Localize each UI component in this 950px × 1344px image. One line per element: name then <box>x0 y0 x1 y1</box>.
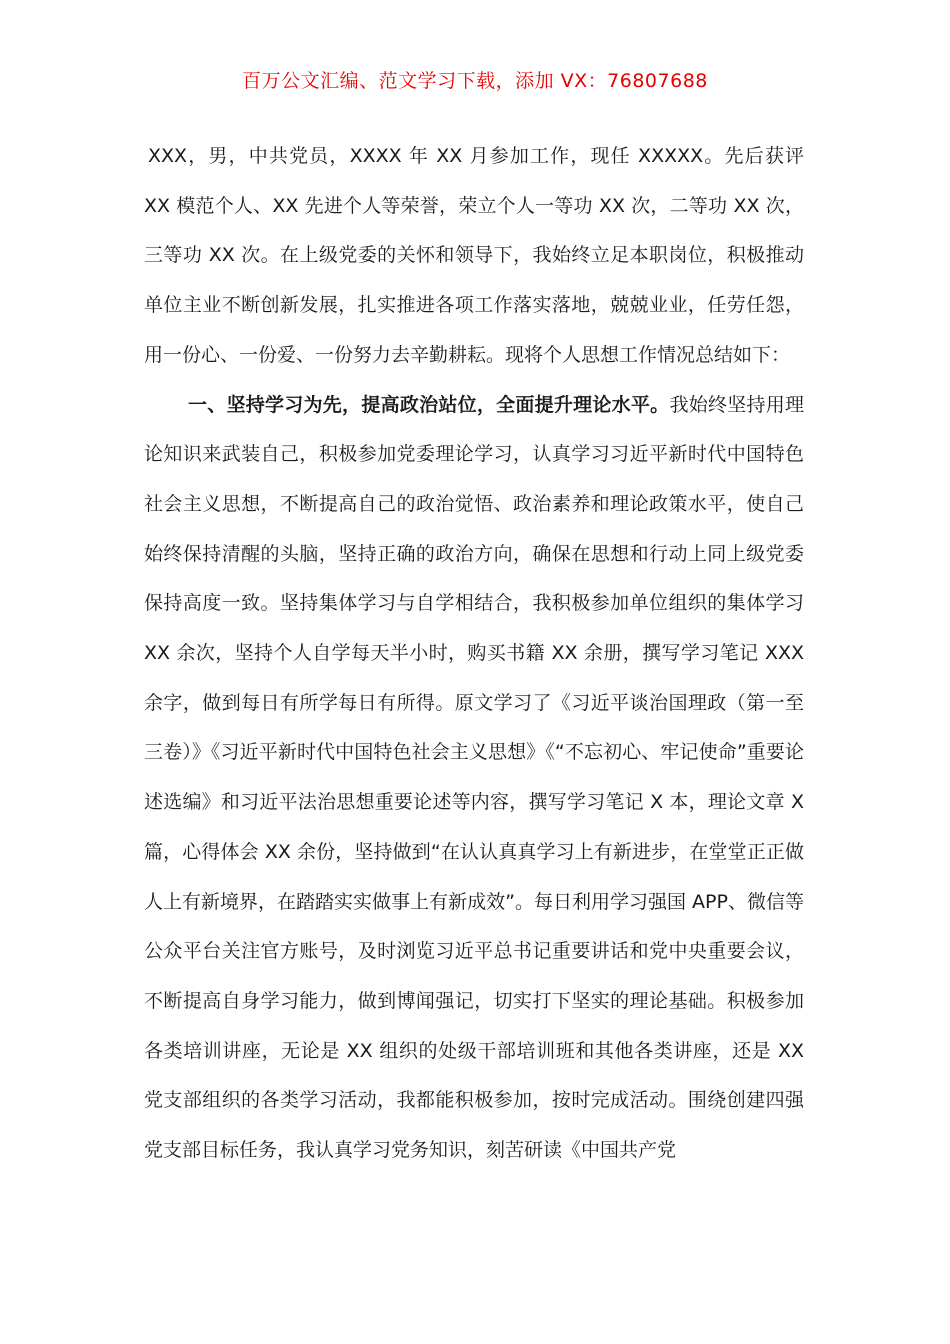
section-body: 我始终坚持用理论知识来武装自己，积极参加党委理论学习，认真学习习近平新时代中国特色社会主义思想，不断提高自己的政治觉悟、政治素养和理论政策水平，使自己始终保持清醒的头脑，坚持正确的政治方向，确保在思想和行动上同上级党委保持高度一致。坚持集体学习与自学相结合，我积极参加单位组织的集体学习 XX 余次，坚持个人自学每天半小时，购买书籍 XX 余册，撰写学习笔记 XXX 余字，做到每日有所学每日有所得。原文学习了《习近平谈治国理政（第一至三卷）》《习近平新时代中国特色社会主义思想》《“不忘初心、牢记使命”重要论述选编》和习近平法治思想重要论述等内容，撰写学习笔记 X 本，理论文章 X 篇，心得体会 XX 余份，坚持做到“在认认真真学习上有新进步，在堂堂正正做人上有新境界，在踏踏实实做事上有新成效”。每日利用学习强国 APP、微信等公众平台关注官方账号，及时浏览习近平总书记重要讲话和党中央重要会议，不断提高自身学习能力，做到博闻强记，切实打下坚实的理论基础。积极参加各类培训讲座，无论是 XX 组织的处级干部培训班和其他各类讲座，还是 XX 党支部组织的各类学习活动，我都能积极参加，按时完成活动。围绕创建四强党支部目标任务，我认真学习党务知识，刻苦研读《中国共产党 <box>144 393 804 1162</box>
header-banner: 百万公文汇编、范文学习下载，添加 VX：76807688 <box>242 70 708 92</box>
paragraph-intro: XXX，男，中共党员，XXXX 年 XX 月参加工作，现任 XXXXX。先后获评 XX 模范个人、XX 先进个人等荣誉，荣立个人一等功 XX 次，二等功 XX 次，三等功 XX 次。在上级党委的关怀和领导下，我始终立足本职岗位，积极推动单位主业不断创新发展，扎实推进各项工作落实落地，兢兢业业，任劳任怨，用一份心、一份爱、一份努力去辛勤耕耘。现将个人思想工作情况总结如下： <box>144 145 804 366</box>
paragraph-section-1 <box>144 381 804 1176</box>
section-heading: 一、坚持学习为先，提高政治站位，全面提升理论水平。 <box>188 393 670 416</box>
document-body <box>144 132 804 1176</box>
